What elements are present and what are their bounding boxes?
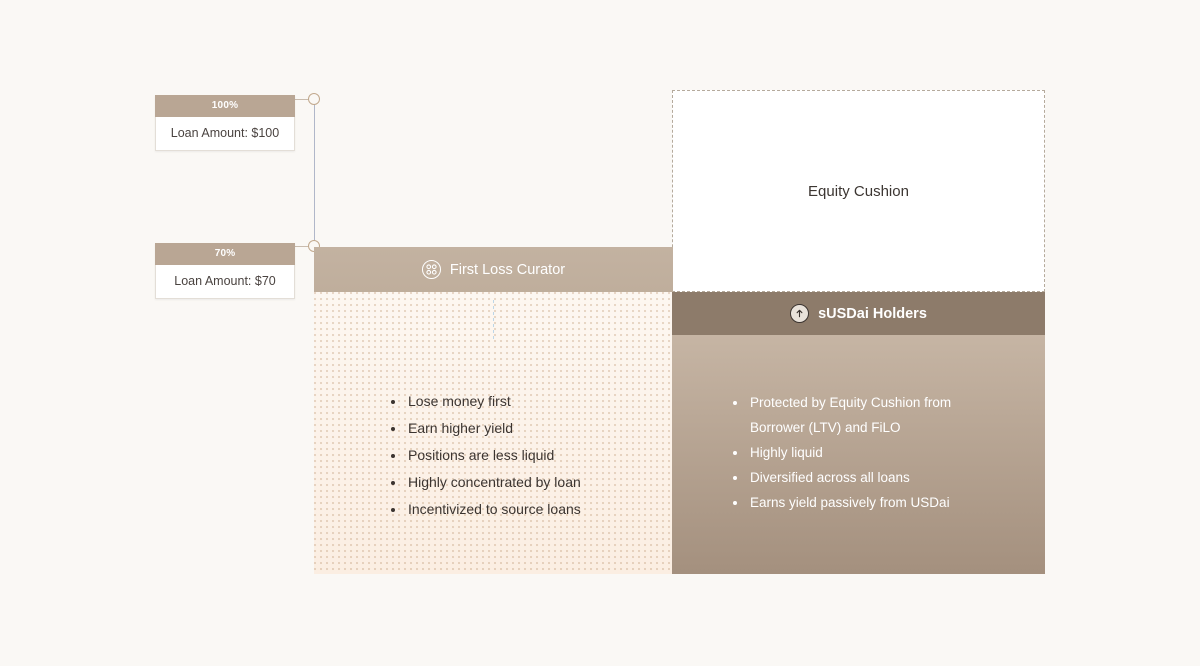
susdai-holders-bullet-list (734, 390, 1008, 515)
list-item: • Highly concentrated by loan (406, 469, 581, 496)
equity-cushion-box (672, 90, 1045, 292)
susdai-holders-header (672, 292, 1045, 335)
ltv-marker-100 (155, 95, 295, 151)
susdai-holders-title: sUSDai Holders (818, 305, 927, 322)
dotted-divider (493, 300, 494, 340)
first-loss-curator-title: First Loss Curator (449, 261, 566, 278)
susdai-holders-panel (672, 335, 1045, 574)
list-item: • Lose money first (406, 388, 581, 415)
ltv-percent-label: 70% (155, 243, 295, 265)
list-item: • Earns yield passively from USDai (748, 490, 1008, 515)
list-item: • Earn higher yield (406, 415, 581, 442)
ltv-loan-amount: Loan Amount: $70 (155, 265, 295, 299)
connector-dot-100 (308, 93, 320, 105)
susdai-token-icon (790, 304, 809, 323)
first-loss-curator-bullet-list (392, 388, 581, 523)
curator-icon (422, 260, 441, 279)
ltv-percent-label: 100% (155, 95, 295, 117)
ltv-marker-70 (155, 243, 295, 299)
list-item: • Incentivized to source loans (406, 496, 581, 523)
list-item: • Diversified across all loans (748, 465, 1008, 490)
vertical-connector-line (314, 100, 315, 248)
first-loss-curator-header (314, 247, 673, 292)
list-item: • Highly liquid (748, 440, 1008, 465)
equity-cushion-label: Equity Cushion (808, 182, 909, 200)
list-item: • Protected by Equity Cushion from Borrower (LTV) and FiLO (748, 390, 1008, 440)
list-item: • Positions are less liquid (406, 442, 581, 469)
ltv-loan-amount: Loan Amount: $100 (155, 117, 295, 151)
